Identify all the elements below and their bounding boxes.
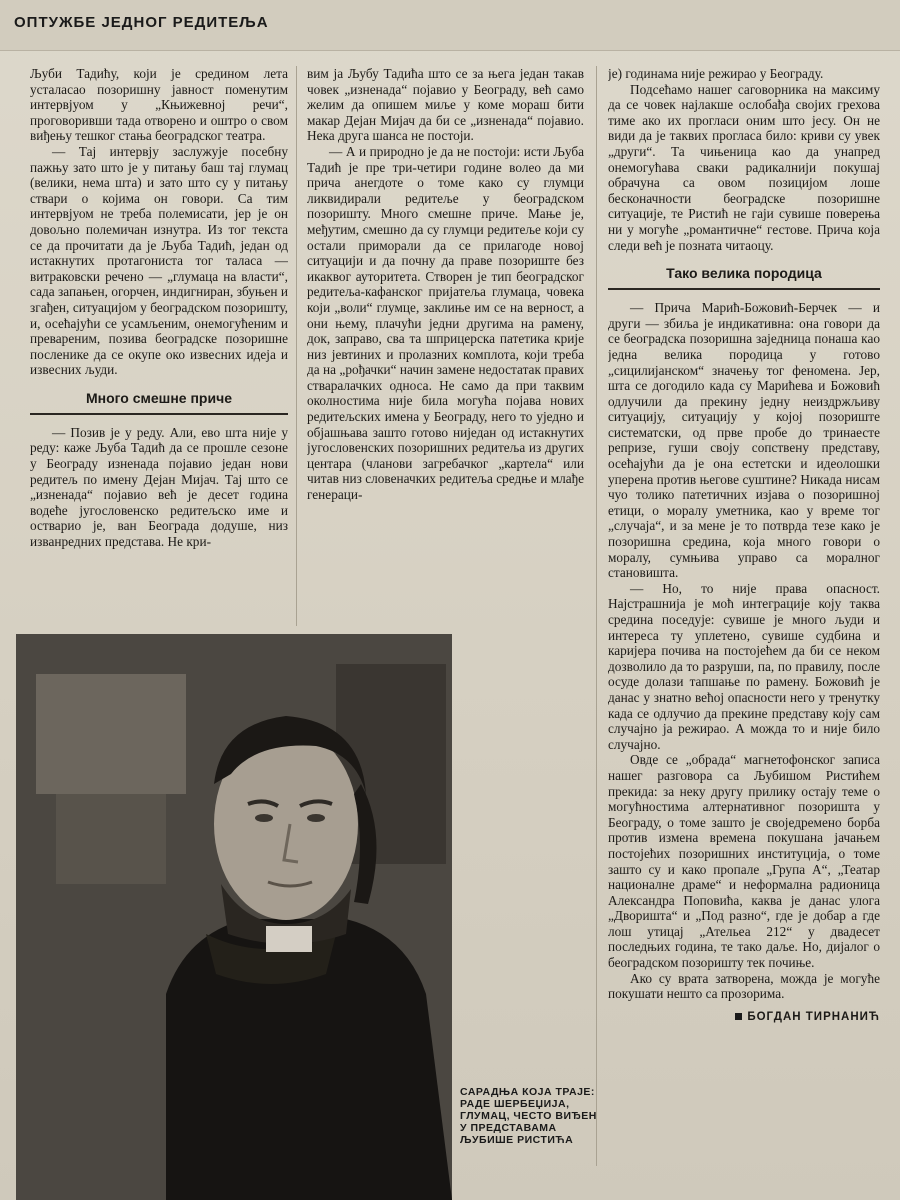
byline [608, 1010, 880, 1026]
square-bullet-icon [735, 1013, 742, 1020]
subheading: Много смешне приче [30, 390, 288, 415]
paragraph: — А и природно је да не постоји: исти Љуба Тадић је пре три-четири године волео да ми прича анегдоте о томе како су глумци ликвидирали редитеље у београдском позоришту. Много смешне приче. Мање је, међутим, смешно да су глумци редитеље који су остали приморали да се прилагоде новој ситуацији и да почну да праве позориште без икаквог ауторитета. Створен је тип београдског редитеља-кафанског пријатеља глумаца, човека који „воли“ глумце, заклиње им се на верност, а они њему, плачући једни другима на рамену, док, заправо, сва та шприцерска патетика крије низ јевтиних и пролазних комплота, који треба да на „рођачки“ начин замене недостатак правих стваралачких односа. Не само да при таквим околностима није била могућа појава нових редитељских имена у Београду, него то уједно и објашњава зашто готово ниједан од истакнутих југословенских позоришних редитеља из других центара (чланови загребачког „картела“ или читав низ словеначких редитеља средње и млађе генераци- [307, 143, 584, 503]
paragraph: Овде се „обрада“ магнетофонског записа нашег разговора са Љубишом Ристићем прекида: за неку другу прилику остају теме о могућностима алтернативног позоришта у Београду, о томе зашто је своједремено борба против измена времена покушана јачањем постојећих позоришних институција, о томе зашто су и како пропале „Група А“, „Театар националне драме“ и неформална радионица Александра Поповића, каква је данас улога „Дворишта“ и „Под разно“, где је добар а где лош утицај „Ательеа 212“ у двадесет последњих година, те тако даље. Но, дијалог о београдском позоришту тек почиње. [608, 752, 880, 971]
paragraph: вим ја Љубу Тадића што се за њега један такав човек „изненада“ појавио у Београду, већ само желим да опишем миље у коме мораш бити макар Дејан Мијач да би се „изненада“ појавио. Нека друга шанса не постоји. [307, 66, 584, 144]
subheading: Тако велика породица [608, 265, 880, 290]
portrait-photo [16, 634, 452, 1200]
paragraph: — Позив је у реду. Али, ево шта није у реду: каже Љуба Тадић да се прошле сезоне у Београду изненада појавио један нови редитељ по имену Дејан Мијач. Тај што се „изненада“ појавио већ је десет година водеће југословенско редитељско име и остварио је, ван Београда додуше, низ изванредних представа. Не кри- [30, 424, 288, 550]
paragraph: — Тај интервју заслужује посебну пажњу зато што је у питању баш тај глумац (велики, нема шта) и зато што су у питању ствари о којима он говори. Са тим интервјуом не треба полемисати, јер је он довољно полемичан изнутра. Из тог текста се да прочитати да је Љуба Тадић, један од истакнутих протагониста тог таласа — витраковски речено — „глумаца на власти“, сада запањен, огорчен, индигниран, збуњен и згађен, ситуацијом у београдском позоришту, и, осећајући се усамљеним, онемогућеним и превареним, позива београдске позоришне посленике да се окупе око извесних идеја и извесних људи. [30, 143, 288, 378]
paragraph: — Но, то није права опасност. Најстрашнија је моћ интеграције коју таква средина поседује: сувише је много људи и интереса ту уплетено, сувише судбина и каријера почива на постојећем да би се неком дозволило да то разруши, па, по правилу, после осуде долази тапшање по рамену. Божовић је данас у знатно већој опасности него у тренутку када се одлучио да прекине представу коју сам случајно ја режирао. А можда то и није било случајно. [608, 580, 880, 752]
column-divider [296, 66, 297, 626]
text-column-1 [30, 66, 288, 626]
author-name: БОГДАН ТИРНАНИЋ [747, 1010, 880, 1023]
paragraph: Љуби Тадићу, који је средином лета усталасао позоришну јавност поменутим интервјуом у „Књижевној речи“, проговоривши тада отворено и оштро о свом виђењу тешког стања београдског театра. [30, 66, 288, 144]
paragraph: — Прича Марић-Божовић-Берчек — и други — збиља је индикативна: она говори да се београдска позоришна заједница понаша као једна велика породица у готово „сицилијанском“ значењу тог феномена. Јер, шта се догодило када су Марићева и Божовић одлучили да прекину једну неиздржљиву ситуацију, ситуацију у којој позориште систематски, од прве пробе до тринаесте репризе, гуши своју сопствену представу, осећајући да је она естетски и идеолошки уперена против његове суштине? Никада нисам чуо толико патетичних изјава о позоришној етици, о моралу уметника, као у време тог „случаја“, и за мене је то потврда тезе како је позоришна средина, која много говори о моралу, сумњива управо са моралног становишта. [608, 300, 880, 581]
column-divider [596, 66, 597, 1166]
photo-caption: САРАДЊА КОЈА ТРАЈЕ: РАДЕ ШЕРБЕЏИЈА, ГЛУМАЦ, ЧЕСТО ВИЂЕН У ПРЕДСТАВАМА ЉУБИШЕ РИСТИЋА [460, 1086, 597, 1146]
header-bar [0, 0, 900, 51]
text-column-3 [608, 66, 880, 1162]
paragraph: Подсећамо нашег саговорника на максиму да се човек најлакше ослобађа својих грехова тиме ако их прогласи оним што јесу. Он не види да је таквих прогласа било: криви су увек „други“. Та чињеница као да унапред онемогућава сваки радикалнији покушај обрачуна са овом позицијом лоше бесконачности београдске позоришне ситуације, те Ристић не гаји сувише поверења ни у могуће „романтичне“ гестове. Прича која следи већ је позната читаоцу. [608, 81, 880, 253]
text-column-2 [307, 66, 584, 626]
article-kicker: ОПТУЖБЕ ЈЕДНОГ РЕДИТЕЉА [14, 14, 269, 31]
paragraph: је) годинама није режирао у Београду. [608, 66, 824, 81]
paragraph: Ако су врата затворена, можда је могуће покушати нешто са прозорима. [608, 970, 880, 1002]
portrait-illustration [16, 634, 452, 1200]
